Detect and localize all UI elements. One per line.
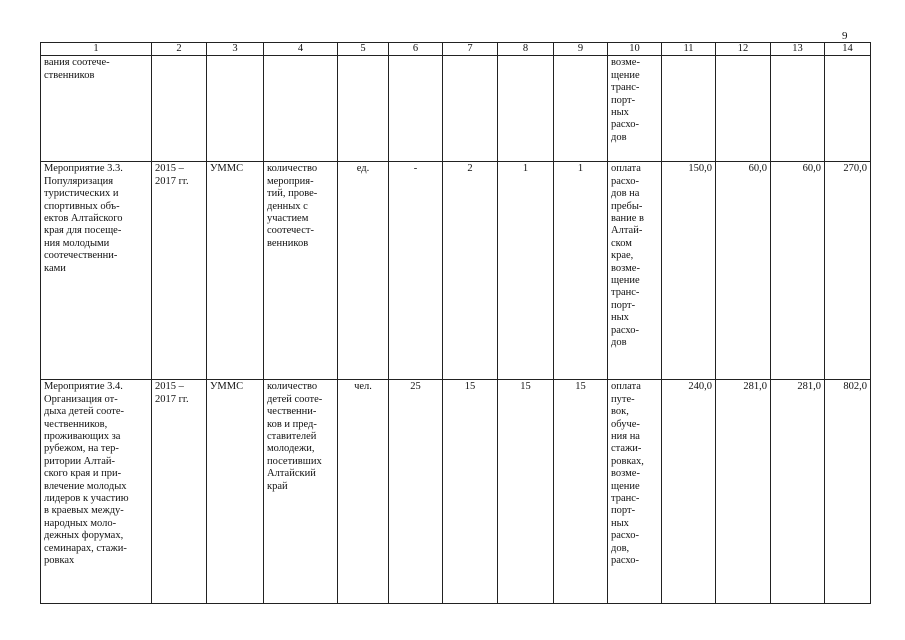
cell-line: вание в xyxy=(611,213,644,225)
header-col-3: 3 xyxy=(207,43,264,56)
period-cell xyxy=(152,380,207,604)
cell-line: транс- xyxy=(611,82,640,94)
cell-line: молодежи, xyxy=(267,443,315,455)
cell-line: посетивших xyxy=(267,455,322,467)
header-col-6: 6 xyxy=(389,43,443,56)
value-cell: 1 xyxy=(554,162,608,380)
executor-cell: УММС xyxy=(207,162,264,380)
cell-line: ния молодыми xyxy=(44,237,110,249)
cell-line: порт- xyxy=(611,505,636,517)
cell-line: щение xyxy=(611,275,640,287)
cell-line: порт- xyxy=(611,94,636,106)
value-cell xyxy=(443,56,498,162)
cell-line: ском xyxy=(611,237,632,249)
cell-line: Алтайский xyxy=(267,468,316,480)
cell-line: расхо- xyxy=(611,324,640,336)
measure-description xyxy=(41,380,152,604)
cell-line: ных xyxy=(611,517,629,529)
period-cell xyxy=(152,56,207,162)
value-cell xyxy=(554,56,608,162)
cell-line: народных моло- xyxy=(44,517,117,529)
cell-line: венников xyxy=(267,237,309,249)
cell-line: путе- xyxy=(611,393,635,405)
cell-line: рубежом, на тер- xyxy=(44,443,119,455)
cell-line: возме- xyxy=(611,262,640,274)
header-row xyxy=(41,43,871,56)
cell-line: чественни- xyxy=(267,406,317,418)
unit-cell xyxy=(338,56,389,162)
unit-cell: ед. xyxy=(338,162,389,380)
cell-line: денных с xyxy=(267,200,308,212)
cell-line: транс- xyxy=(611,287,640,299)
expense-direction-cell xyxy=(608,162,662,380)
header-col-4: 4 xyxy=(264,43,338,56)
indicator-cell xyxy=(264,380,338,604)
cell-line: ровках, xyxy=(611,455,644,467)
cell-line: оплата xyxy=(611,381,641,393)
header-col-13: 13 xyxy=(771,43,825,56)
value-cell: 15 xyxy=(443,380,498,604)
cell-line: Популяризация xyxy=(44,175,114,187)
table-row xyxy=(41,162,871,380)
amount-cell: 281,0 xyxy=(716,380,771,604)
cell-line: оплата xyxy=(611,163,641,175)
cell-line: дов на xyxy=(611,188,640,200)
cell-line: расхо- xyxy=(611,175,640,187)
amount-cell xyxy=(771,56,825,162)
value-cell: 2 xyxy=(443,162,498,380)
value-cell: 15 xyxy=(498,380,554,604)
amount-cell xyxy=(662,56,716,162)
cell-line: дыха детей сооте- xyxy=(44,406,125,418)
cell-line: ровках xyxy=(44,555,75,567)
cell-line: 2015 – xyxy=(155,163,184,175)
value-cell: 25 xyxy=(389,380,443,604)
cell-line: стажи- xyxy=(611,443,642,455)
cell-line: ных xyxy=(611,107,629,119)
cell-line: влечение молодых xyxy=(44,480,127,492)
cell-line: в краевых между- xyxy=(44,505,124,517)
cell-line: обуче- xyxy=(611,418,640,430)
cell-line: вок, xyxy=(611,406,629,418)
cell-line: Организация от- xyxy=(44,393,118,405)
amount-cell: 270,0 xyxy=(825,162,871,380)
cell-line: Мероприятие 3.4. xyxy=(44,381,123,393)
cell-line: ков и пред- xyxy=(267,418,317,430)
header-col-2: 2 xyxy=(152,43,207,56)
executor-cell xyxy=(207,56,264,162)
cell-line: тий, прове- xyxy=(267,188,318,200)
amount-cell: 60,0 xyxy=(716,162,771,380)
cell-line: соотечественни- xyxy=(44,250,118,262)
header-col-14: 14 xyxy=(825,43,871,56)
cell-line: расхо- xyxy=(611,530,640,542)
period-cell xyxy=(152,162,207,380)
page-number: 9 xyxy=(842,30,848,42)
indicator-cell xyxy=(264,162,338,380)
cell-line: крае, xyxy=(611,250,634,262)
header-col-8: 8 xyxy=(498,43,554,56)
value-cell: 15 xyxy=(554,380,608,604)
header-col-10: 10 xyxy=(608,43,662,56)
cell-line: вания соотече- xyxy=(44,57,110,69)
value-cell xyxy=(389,56,443,162)
cell-line: количество xyxy=(267,163,318,175)
cell-line: ных xyxy=(611,312,629,324)
cell-line: ставителей xyxy=(267,431,317,443)
cell-line: ритории Алтай- xyxy=(44,455,115,467)
amount-cell: 802,0 xyxy=(825,380,871,604)
measure-description xyxy=(41,56,152,162)
cell-line: дов xyxy=(611,131,627,143)
cell-line: лидеров к участию xyxy=(44,493,129,505)
cell-line: 2017 гг. xyxy=(155,393,189,405)
header-col-5: 5 xyxy=(338,43,389,56)
cell-line: дов, xyxy=(611,542,630,554)
header-col-7: 7 xyxy=(443,43,498,56)
cell-line: края для посеще- xyxy=(44,225,122,237)
cell-line: ния на xyxy=(611,431,640,443)
cell-line: проживающих за xyxy=(44,431,121,443)
cell-line: возме- xyxy=(611,57,640,69)
executor-cell: УММС xyxy=(207,380,264,604)
cell-line: край xyxy=(267,480,288,492)
amount-cell: 281,0 xyxy=(771,380,825,604)
cell-line: ственников xyxy=(44,69,95,81)
amount-cell xyxy=(825,56,871,162)
cell-line: мероприя- xyxy=(267,175,314,187)
cell-line: щение xyxy=(611,69,640,81)
cell-line: порт- xyxy=(611,299,636,311)
cell-line: количество xyxy=(267,381,318,393)
cell-line: 2015 – xyxy=(155,381,184,393)
cell-line: детей сооте- xyxy=(267,393,323,405)
header-col-1: 1 xyxy=(41,43,152,56)
cell-line: спортивных объ- xyxy=(44,200,120,212)
program-table xyxy=(40,42,871,604)
cell-line: щение xyxy=(611,480,640,492)
cell-line: чественников, xyxy=(44,418,108,430)
cell-line: 2017 гг. xyxy=(155,175,189,187)
cell-line: возме- xyxy=(611,468,640,480)
header-col-9: 9 xyxy=(554,43,608,56)
cell-line: транс- xyxy=(611,493,640,505)
expense-direction-cell xyxy=(608,56,662,162)
cell-line: ектов Алтайского xyxy=(44,213,123,225)
table-row xyxy=(41,56,871,162)
value-cell: - xyxy=(389,162,443,380)
cell-line: ками xyxy=(44,262,66,274)
amount-cell xyxy=(716,56,771,162)
cell-line: дежных форумах, xyxy=(44,530,124,542)
indicator-cell xyxy=(264,56,338,162)
measure-description xyxy=(41,162,152,380)
amount-cell: 150,0 xyxy=(662,162,716,380)
cell-line: Алтай- xyxy=(611,225,643,237)
expense-direction-cell xyxy=(608,380,662,604)
cell-line: соотечест- xyxy=(267,225,314,237)
value-cell: 1 xyxy=(498,162,554,380)
cell-line: расхо- xyxy=(611,119,640,131)
cell-line: ского края и при- xyxy=(44,468,122,480)
value-cell xyxy=(498,56,554,162)
cell-line: расхо- xyxy=(611,555,640,567)
cell-line: Мероприятие 3.3. xyxy=(44,163,123,175)
header-col-12: 12 xyxy=(716,43,771,56)
amount-cell: 60,0 xyxy=(771,162,825,380)
cell-line: пребы- xyxy=(611,200,643,212)
cell-line: дов xyxy=(611,337,627,349)
cell-line: туристических и xyxy=(44,188,119,200)
header-col-11: 11 xyxy=(662,43,716,56)
unit-cell: чел. xyxy=(338,380,389,604)
amount-cell: 240,0 xyxy=(662,380,716,604)
cell-line: семинарах, стажи- xyxy=(44,542,127,554)
cell-line: участием xyxy=(267,213,309,225)
table-row xyxy=(41,380,871,604)
